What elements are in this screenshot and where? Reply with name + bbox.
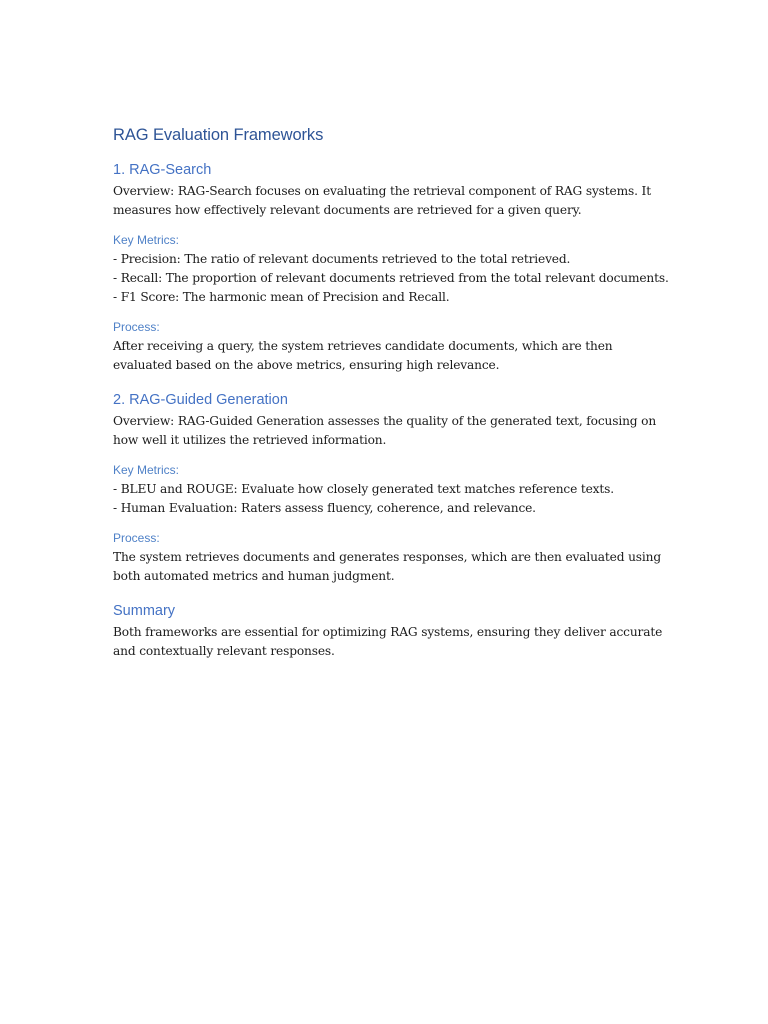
metric-item: - BLEU and ROUGE: Evaluate how closely generated text matches reference texts. xyxy=(113,482,614,496)
section-heading: 2. RAG-Guided Generation xyxy=(113,392,288,408)
process-paragraph: The system retrieves documents and generates responses, which are then evaluated using both automated metrics and human judgment. xyxy=(113,550,662,583)
process-heading: Process: xyxy=(113,531,160,545)
section-heading: 1. RAG-Search xyxy=(113,162,212,178)
overview-paragraph: Overview: RAG-Search focuses on evaluating the retrieval component of RAG systems. It measures how effectively relevant documents are retrieved for a given query. xyxy=(113,184,651,217)
metric-item: - Human Evaluation: Raters assess fluency, coherence, and relevance. xyxy=(113,501,536,515)
metric-item: - Recall: The proportion of relevant documents retrieved from the total relevant documents. xyxy=(113,271,669,285)
overview-paragraph: Overview: RAG-Guided Generation assesses the quality of the generated text, focusing on how well it utilizes the retrieved information. xyxy=(113,414,657,447)
section-rag-guided-generation xyxy=(113,390,673,586)
process-paragraph: After receiving a query, the system retrieves candidate documents, which are then evaluated based on the above metrics, ensuring high relevance. xyxy=(113,339,613,372)
section-rag-search xyxy=(113,160,673,375)
section-heading: Summary xyxy=(113,603,176,619)
metric-item: - Precision: The ratio of relevant documents retrieved to the total retrieved. xyxy=(113,252,571,266)
metrics-list xyxy=(113,480,673,518)
metric-item: - F1 Score: The harmonic mean of Precision and Recall. xyxy=(113,290,450,304)
key-metrics-heading: Key Metrics: xyxy=(113,233,180,247)
summary-paragraph: Both frameworks are essential for optimizing RAG systems, ensuring they deliver accurate and contextually relevant responses. xyxy=(113,625,663,658)
section-summary xyxy=(113,601,673,661)
process-heading: Process: xyxy=(113,320,160,334)
key-metrics-heading: Key Metrics: xyxy=(113,463,180,477)
metrics-list xyxy=(113,250,673,307)
document-title: RAG Evaluation Frameworks xyxy=(113,126,324,144)
document-page xyxy=(113,124,673,676)
